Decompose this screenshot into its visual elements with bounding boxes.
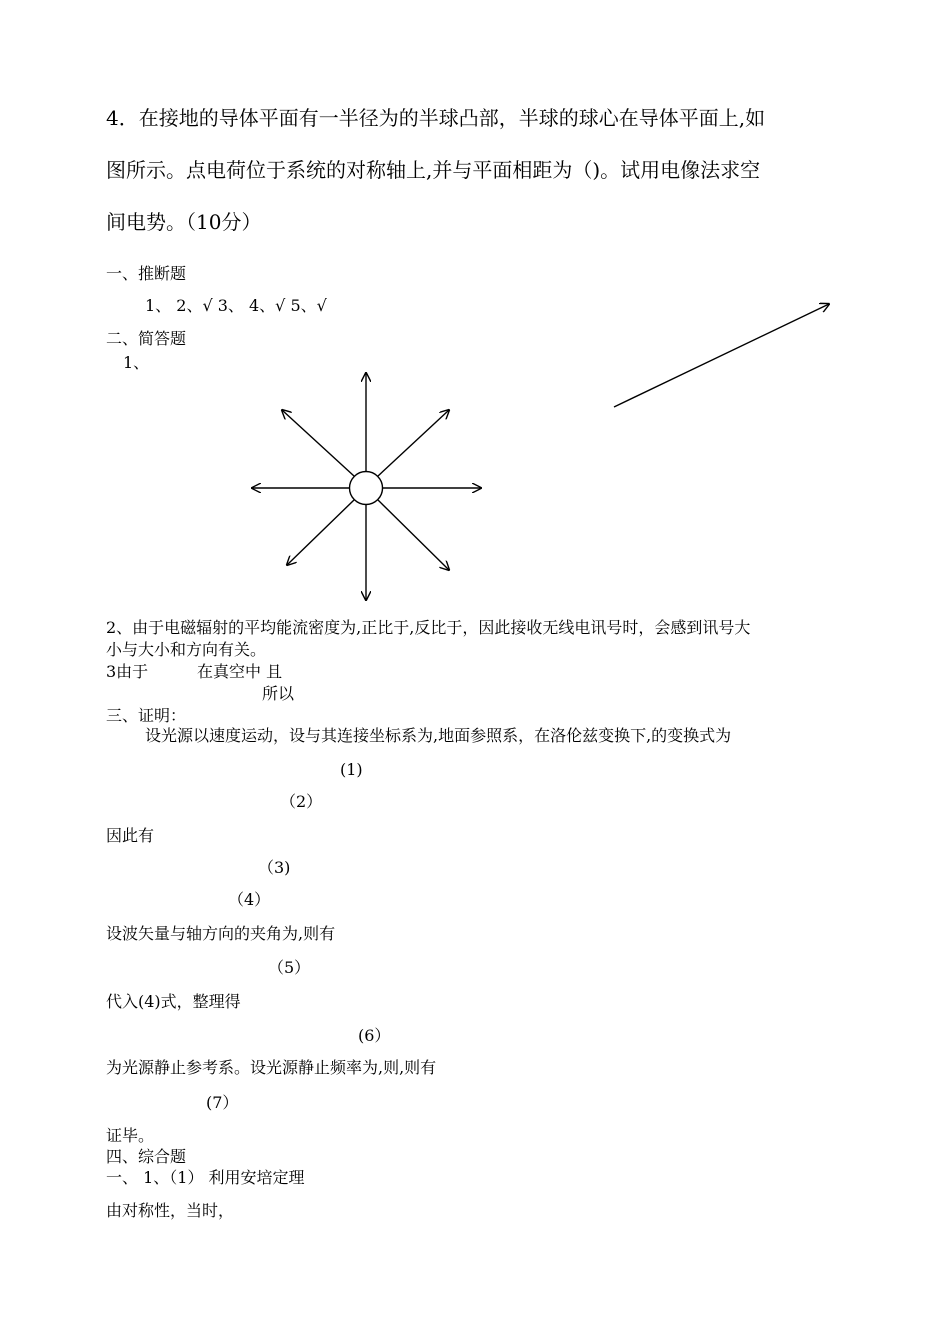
equation-7-label: (7） [206, 1093, 239, 1112]
qed-text: 证毕。 [106, 1126, 155, 1145]
equation-3-label: （3) [258, 858, 291, 877]
arrow-up-left [282, 410, 354, 476]
equation-2-label: （2） [280, 792, 323, 811]
section2-q1-label: 1、 [123, 353, 150, 372]
section4-item: 一、 1、（1） 利用安培定理 [106, 1168, 305, 1187]
section2-q3-c: 所以 [262, 684, 295, 703]
arrow-up-right [378, 410, 449, 476]
thus-text: 因此有 [106, 826, 155, 845]
problem4-line2: 图所示。点电荷位于系统的对称轴上,并与平面相距为（)。试用电像法求空 [106, 158, 761, 182]
problem4-line1: 4．在接地的导体平面有一半径为的半球凸部，半球的球心在导体平面上,如 [106, 106, 766, 130]
angle-text: 设波矢量与轴方向的夹角为,则有 [106, 924, 336, 943]
symmetry-text: 由对称性，当时， [106, 1201, 235, 1220]
section2-q3-a: 3由于 [106, 662, 149, 681]
section3-intro: 设光源以速度运动，设与其连接坐标系为,地面参照系，在洛伦兹变换下,的变换式为 [145, 726, 732, 745]
section2-q2-line2: 小与大小和方向有关。 [106, 640, 267, 659]
section1-items: 1、 2、√ 3、 4、√ 5、√ [145, 296, 327, 315]
radiation-diagram [252, 373, 481, 600]
section2-q2-line1: 2、由于电磁辐射的平均能流密度为,正比于,反比于，因此接收无线电讯号时，会感到讯号大 [106, 618, 751, 637]
arrow-down-left [287, 500, 354, 565]
section1-title: 一、推断题 [106, 264, 187, 283]
section2-title: 二、简答题 [106, 329, 187, 348]
equation-6-label: (6） [358, 1026, 391, 1045]
equation-4-label: （4） [228, 890, 271, 909]
velocity-arrow [614, 304, 829, 407]
section2-q3-b: 在真空中 且 [197, 662, 283, 681]
section4-title: 四、综合题 [106, 1147, 187, 1166]
substitute-text: 代入(4)式，整理得 [106, 992, 241, 1011]
problem4-line3: 间电势。（10分） [106, 210, 262, 234]
rest-frame-text: 为光源静止参考系。设光源静止频率为,则,则有 [106, 1058, 437, 1077]
equation-5-label: （5） [268, 958, 311, 977]
section3-title: 三、证明： [106, 706, 187, 725]
source-circle [350, 472, 383, 505]
arrow-down-right [378, 500, 449, 570]
equation-1-label: (1) [340, 760, 363, 779]
